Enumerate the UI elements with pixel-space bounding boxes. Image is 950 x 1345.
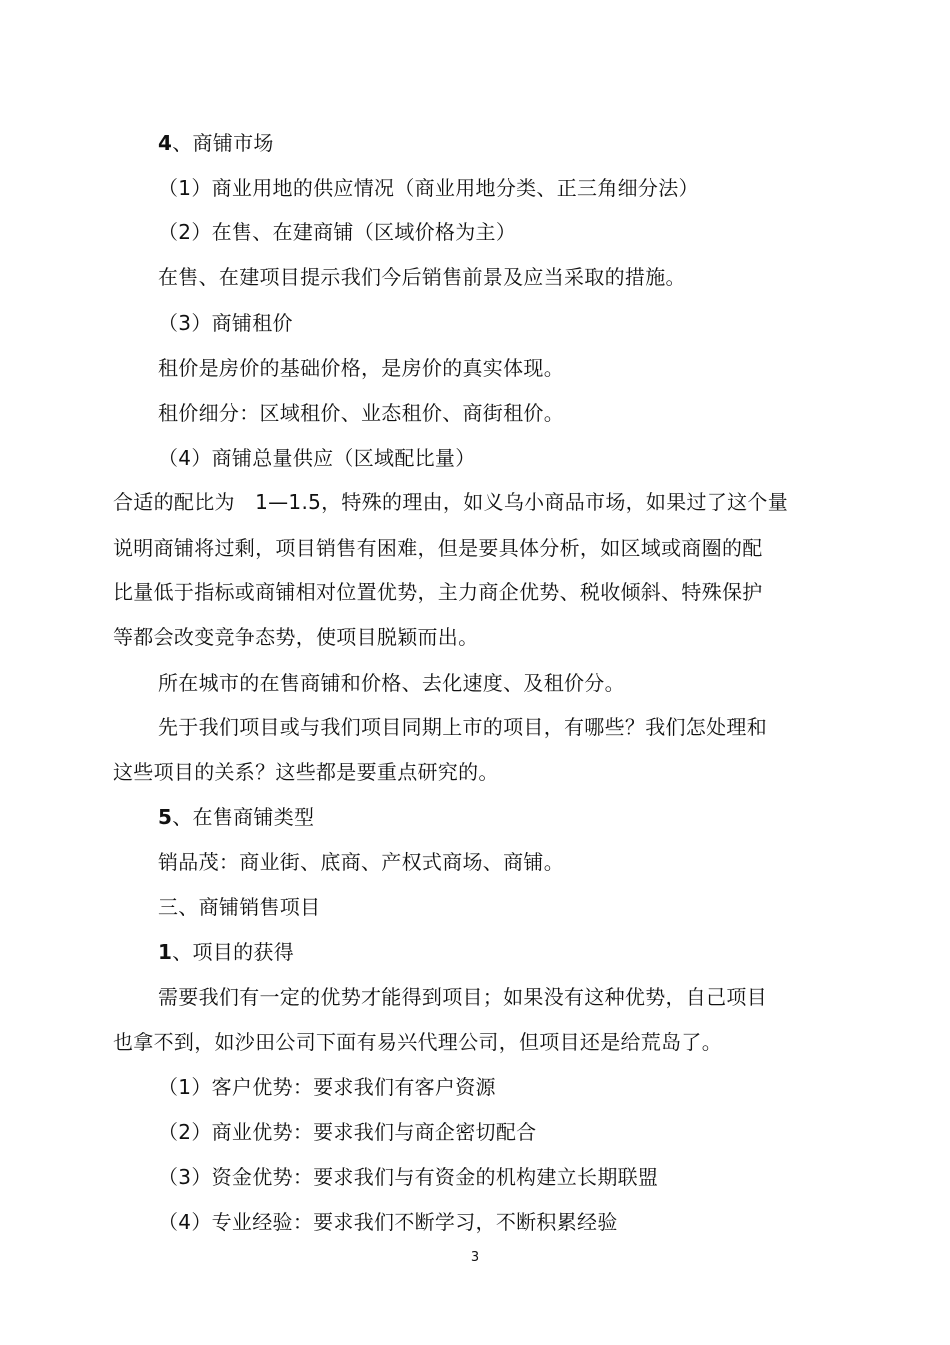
text-line: 销品茂：商业街、底商、产权式商场、商铺。 [158,850,564,874]
section-heading-1 [158,939,294,965]
text-line: 租价是房价的基础价格，是房价的真实体现。 [158,356,564,380]
section-heading-4 [158,130,274,156]
text-line: （1）商业用地的供应情况（商业用地分类、正三角细分法） [158,176,699,200]
text-line: 也拿不到，如沙田公司下面有易兴代理公司，但项目还是给荒岛了。 [113,1030,722,1054]
section-title: 、在售商铺类型 [172,805,315,829]
text-line: 在售、在建项目提示我们今后销售前景及应当采取的措施。 [158,265,686,289]
section-number: 4 [158,131,173,155]
text-line: （4）商铺总量供应（区域配比量） [158,446,476,470]
text-line: （4）专业经验：要求我们不断学习，不断积累经验 [158,1210,618,1234]
text-line: 租价细分：区域租价、业态租价、商街租价。 [158,401,564,425]
text-line: 需要我们有一定的优势才能得到项目；如果没有这种优势，自己项目 [158,985,767,1009]
text-line: 先于我们项目或与我们项目同期上市的项目，有哪些？我们怎处理和 [158,715,767,739]
chapter-heading: 三、商铺销售项目 [158,895,321,919]
text-line: 等都会改变竞争态势，使项目脱颖而出。 [113,625,479,649]
section-heading-5 [158,804,314,830]
section-number: 5 [158,805,173,829]
text-line: （3）商铺租价 [158,311,293,335]
text-line: 所在城市的在售商铺和价格、去化速度、及租价分。 [158,671,625,695]
text-line: 这些项目的关系？这些都是要重点研究的。 [113,760,499,784]
text-line: 合适的配比为 1—1.5，特殊的理由，如义乌小商品市场，如果过了这个量 [113,490,789,514]
section-title: 、商铺市场 [172,131,274,155]
text-line: 比量低于指标或商铺相对位置优势，主力商企优势、税收倾斜、特殊保护 [113,580,763,604]
section-title: 、项目的获得 [172,940,295,964]
text-line: （2）在售、在建商铺（区域价格为主） [158,220,517,244]
section-number: 1 [158,940,173,964]
page-number: 3 [470,1250,480,1265]
text-line: 说明商铺将过剩，项目销售有困难，但是要具体分析，如区域或商圈的配 [113,536,763,560]
text-line: （1）客户优势：要求我们有客户资源 [158,1075,496,1099]
text-line: （3）资金优势：要求我们与有资金的机构建立长期联盟 [158,1165,659,1189]
text-line: （2）商业优势：要求我们与商企密切配合 [158,1120,537,1144]
